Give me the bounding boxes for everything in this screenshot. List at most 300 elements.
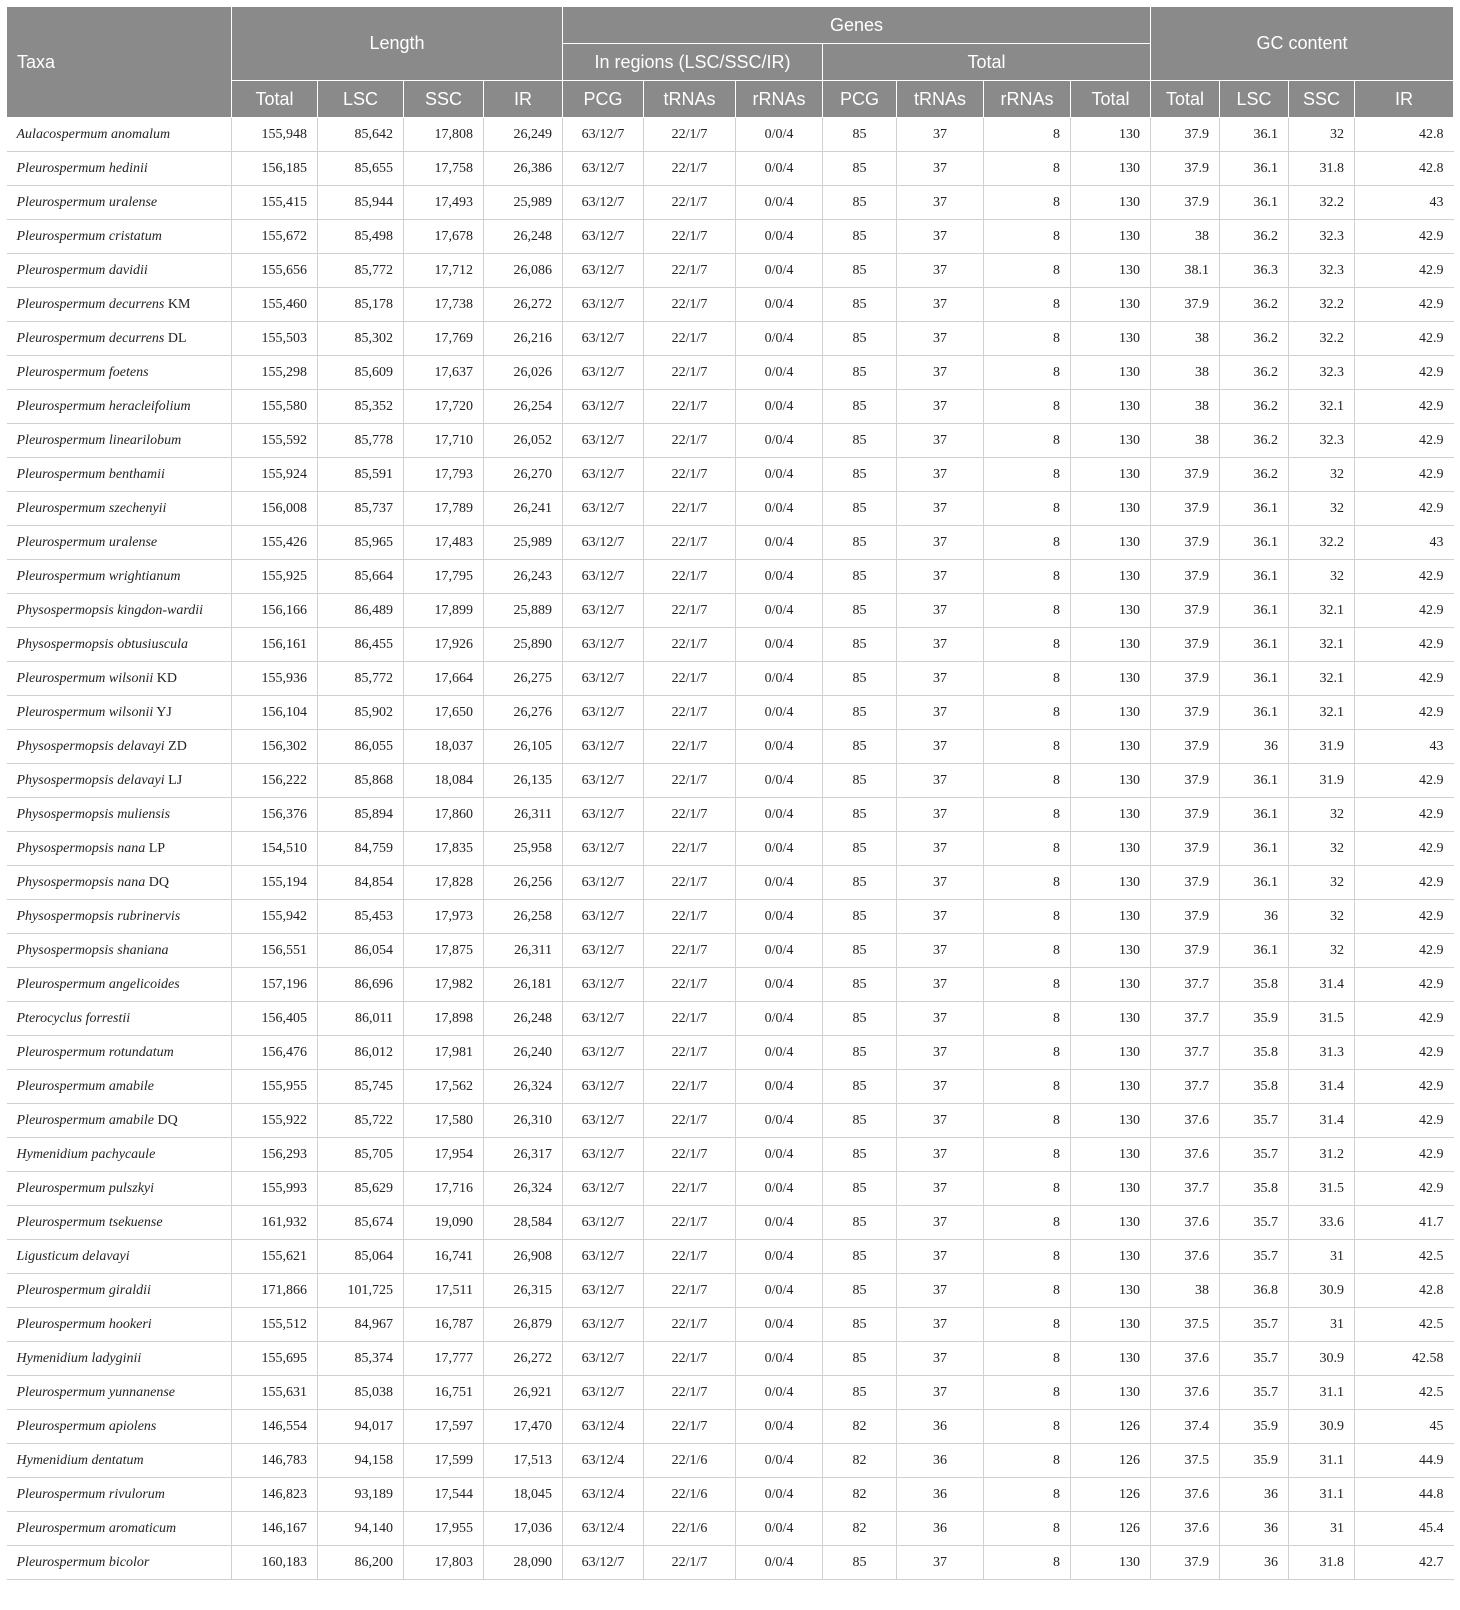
value-cell: 63/12/7	[563, 1172, 644, 1206]
table-row	[7, 1342, 1454, 1376]
taxon-name: Pleurospermum szechenyii	[16, 500, 167, 516]
value-cell: 26,317	[484, 1138, 563, 1172]
value-cell: 22/1/7	[644, 458, 736, 492]
value-cell: 130	[1071, 492, 1151, 526]
value-cell: 0/0/4	[736, 1308, 823, 1342]
value-cell: 37	[897, 764, 984, 798]
value-cell: 22/1/7	[644, 764, 736, 798]
value-cell: 130	[1071, 1342, 1151, 1376]
value-cell: 36.2	[1220, 356, 1289, 390]
value-cell: 156,185	[232, 152, 318, 186]
table-row	[7, 254, 1454, 288]
value-cell: 130	[1071, 186, 1151, 220]
value-cell: 155,460	[232, 288, 318, 322]
value-cell: 42.9	[1355, 254, 1454, 288]
value-cell: 0/0/4	[736, 1478, 823, 1512]
table-row	[7, 1410, 1454, 1444]
value-cell: 0/0/4	[736, 560, 823, 594]
value-cell: 37	[897, 934, 984, 968]
value-cell: 130	[1071, 1036, 1151, 1070]
taxon-cell	[7, 1274, 232, 1308]
taxon-name: Pleurospermum uralense	[16, 194, 158, 210]
value-cell: 38	[1151, 1274, 1220, 1308]
value-cell: 63/12/7	[563, 1274, 644, 1308]
value-cell: 26,386	[484, 152, 563, 186]
value-cell: 26,135	[484, 764, 563, 798]
value-cell: 85	[823, 1036, 897, 1070]
value-cell: 36	[897, 1512, 984, 1546]
value-cell: 93,189	[318, 1478, 404, 1512]
value-cell: 22/1/7	[644, 968, 736, 1002]
value-cell: 36.2	[1220, 390, 1289, 424]
value-cell: 86,489	[318, 594, 404, 628]
value-cell: 26,272	[484, 1342, 563, 1376]
value-cell: 8	[984, 1036, 1071, 1070]
taxon-cell	[7, 594, 232, 628]
value-cell: 63/12/7	[563, 934, 644, 968]
value-cell: 22/1/7	[644, 730, 736, 764]
value-cell: 63/12/7	[563, 832, 644, 866]
value-cell: 38	[1151, 356, 1220, 390]
value-cell: 8	[984, 254, 1071, 288]
value-cell: 37	[897, 1104, 984, 1138]
value-cell: 82	[823, 1410, 897, 1444]
value-cell: 22/1/7	[644, 288, 736, 322]
sample-code: DQ	[148, 874, 169, 890]
sample-code: KM	[167, 296, 191, 312]
value-cell: 155,592	[232, 424, 318, 458]
value-cell: 31.1	[1289, 1478, 1355, 1512]
value-cell: 0/0/4	[736, 1036, 823, 1070]
value-cell: 0/0/4	[736, 390, 823, 424]
value-cell: 45	[1355, 1410, 1454, 1444]
value-cell: 35.8	[1220, 1036, 1289, 1070]
taxon-cell	[7, 696, 232, 730]
value-cell: 37	[897, 390, 984, 424]
value-cell: 37	[897, 526, 984, 560]
value-cell: 37	[897, 492, 984, 526]
value-cell: 8	[984, 696, 1071, 730]
value-cell: 155,993	[232, 1172, 318, 1206]
table-row	[7, 560, 1454, 594]
value-cell: 17,835	[404, 832, 484, 866]
value-cell: 8	[984, 526, 1071, 560]
value-cell: 155,942	[232, 900, 318, 934]
value-cell: 63/12/7	[563, 662, 644, 696]
value-cell: 8	[984, 492, 1071, 526]
value-cell: 36.1	[1220, 798, 1289, 832]
value-cell: 37.9	[1151, 594, 1220, 628]
value-cell: 36.1	[1220, 560, 1289, 594]
value-cell: 85	[823, 968, 897, 1002]
value-cell: 156,293	[232, 1138, 318, 1172]
taxon-name: Pleurospermum uralense	[16, 534, 158, 550]
value-cell: 126	[1071, 1478, 1151, 1512]
taxon-cell	[7, 934, 232, 968]
value-cell: 17,720	[404, 390, 484, 424]
value-cell: 8	[984, 1138, 1071, 1172]
subheader: PCG	[823, 81, 897, 118]
value-cell: 85	[823, 1002, 897, 1036]
value-cell: 22/1/7	[644, 1308, 736, 1342]
value-cell: 0/0/4	[736, 1444, 823, 1478]
value-cell: 17,712	[404, 254, 484, 288]
value-cell: 36	[1220, 900, 1289, 934]
value-cell: 37.5	[1151, 1308, 1220, 1342]
subheader: tRNAs	[644, 81, 736, 118]
value-cell: 22/1/7	[644, 1172, 736, 1206]
value-cell: 37.9	[1151, 118, 1220, 152]
value-cell: 37.7	[1151, 1070, 1220, 1104]
value-cell: 85,064	[318, 1240, 404, 1274]
value-cell: 42.9	[1355, 1104, 1454, 1138]
value-cell: 17,955	[404, 1512, 484, 1546]
value-cell: 156,222	[232, 764, 318, 798]
subheader: Total	[1151, 81, 1220, 118]
value-cell: 82	[823, 1512, 897, 1546]
value-cell: 146,823	[232, 1478, 318, 1512]
value-cell: 32.3	[1289, 254, 1355, 288]
value-cell: 35.7	[1220, 1206, 1289, 1240]
table-row	[7, 1512, 1454, 1546]
value-cell: 63/12/7	[563, 152, 644, 186]
table-row	[7, 900, 1454, 934]
sample-code: LJ	[168, 772, 183, 788]
value-cell: 16,741	[404, 1240, 484, 1274]
value-cell: 63/12/7	[563, 492, 644, 526]
value-cell: 130	[1071, 1104, 1151, 1138]
taxon-name: Aulacospermum anomalum	[16, 126, 171, 142]
value-cell: 36.1	[1220, 628, 1289, 662]
value-cell: 22/1/7	[644, 1342, 736, 1376]
taxon-name: Physospermopsis rubrinervis	[16, 908, 181, 924]
value-cell: 94,140	[318, 1512, 404, 1546]
value-cell: 36.1	[1220, 934, 1289, 968]
value-cell: 0/0/4	[736, 1410, 823, 1444]
value-cell: 37.5	[1151, 1444, 1220, 1478]
value-cell: 42.9	[1355, 390, 1454, 424]
table-row	[7, 764, 1454, 798]
value-cell: 36.1	[1220, 152, 1289, 186]
value-cell: 26,248	[484, 1002, 563, 1036]
value-cell: 42.9	[1355, 662, 1454, 696]
value-cell: 8	[984, 594, 1071, 628]
taxon-name: Physospermopsis shaniana	[16, 942, 169, 958]
value-cell: 8	[984, 798, 1071, 832]
value-cell: 37	[897, 560, 984, 594]
table-row	[7, 1240, 1454, 1274]
value-cell: 85	[823, 1172, 897, 1206]
value-cell: 85	[823, 662, 897, 696]
value-cell: 36.2	[1220, 322, 1289, 356]
value-cell: 26,248	[484, 220, 563, 254]
value-cell: 42.9	[1355, 492, 1454, 526]
taxon-name: Physospermopsis nana	[16, 874, 146, 890]
value-cell: 86,455	[318, 628, 404, 662]
value-cell: 8	[984, 1070, 1071, 1104]
table-row	[7, 934, 1454, 968]
value-cell: 37.6	[1151, 1376, 1220, 1410]
taxon-cell	[7, 798, 232, 832]
taxon-name: Physospermopsis obtusiuscula	[16, 636, 188, 652]
subheader: LSC	[318, 81, 404, 118]
value-cell: 17,982	[404, 968, 484, 1002]
value-cell: 17,036	[484, 1512, 563, 1546]
taxon-cell	[7, 730, 232, 764]
taxon-name: Ligusticum delavayi	[16, 1248, 130, 1264]
taxon-cell	[7, 1376, 232, 1410]
value-cell: 63/12/4	[563, 1410, 644, 1444]
table-row	[7, 1444, 1454, 1478]
value-cell: 17,803	[404, 1546, 484, 1580]
value-cell: 44.8	[1355, 1478, 1454, 1512]
value-cell: 26,311	[484, 798, 563, 832]
table-row	[7, 628, 1454, 662]
genome-features-table	[6, 6, 1454, 1580]
value-cell: 17,738	[404, 288, 484, 322]
value-cell: 156,476	[232, 1036, 318, 1070]
value-cell: 35.9	[1220, 1444, 1289, 1478]
value-cell: 22/1/7	[644, 1206, 736, 1240]
value-cell: 8	[984, 1206, 1071, 1240]
value-cell: 85,772	[318, 254, 404, 288]
value-cell: 17,981	[404, 1036, 484, 1070]
value-cell: 63/12/7	[563, 1376, 644, 1410]
value-cell: 130	[1071, 934, 1151, 968]
value-cell: 8	[984, 764, 1071, 798]
value-cell: 35.7	[1220, 1308, 1289, 1342]
taxon-cell	[7, 152, 232, 186]
value-cell: 32.1	[1289, 628, 1355, 662]
value-cell: 36	[1220, 1478, 1289, 1512]
value-cell: 86,055	[318, 730, 404, 764]
value-cell: 37.9	[1151, 492, 1220, 526]
taxon-name: Pleurospermum tsekuense	[16, 1214, 163, 1230]
table-row	[7, 1274, 1454, 1308]
value-cell: 8	[984, 1376, 1071, 1410]
taxon-name: Physospermopsis kingdon-wardii	[16, 602, 204, 618]
value-cell: 0/0/4	[736, 1206, 823, 1240]
value-cell: 155,672	[232, 220, 318, 254]
value-cell: 85,705	[318, 1138, 404, 1172]
value-cell: 126	[1071, 1410, 1151, 1444]
value-cell: 42.9	[1355, 968, 1454, 1002]
value-cell: 31.5	[1289, 1172, 1355, 1206]
value-cell: 37.9	[1151, 900, 1220, 934]
taxon-cell	[7, 764, 232, 798]
value-cell: 22/1/7	[644, 696, 736, 730]
value-cell: 42.9	[1355, 798, 1454, 832]
value-cell: 37	[897, 1546, 984, 1580]
value-cell: 37.6	[1151, 1512, 1220, 1546]
taxon-name: Pleurospermum wilsonii	[16, 704, 154, 720]
taxon-cell	[7, 1172, 232, 1206]
taxon-name: Pleurospermum giraldii	[16, 1282, 151, 1298]
taxon-cell	[7, 458, 232, 492]
value-cell: 8	[984, 1546, 1071, 1580]
value-cell: 8	[984, 458, 1071, 492]
value-cell: 22/1/7	[644, 254, 736, 288]
value-cell: 42.8	[1355, 152, 1454, 186]
value-cell: 22/1/7	[644, 152, 736, 186]
value-cell: 63/12/7	[563, 254, 644, 288]
value-cell: 26,105	[484, 730, 563, 764]
value-cell: 0/0/4	[736, 118, 823, 152]
subheader: SSC	[404, 81, 484, 118]
value-cell: 63/12/7	[563, 1036, 644, 1070]
value-cell: 155,194	[232, 866, 318, 900]
value-cell: 36.1	[1220, 866, 1289, 900]
value-cell: 42.7	[1355, 1546, 1454, 1580]
value-cell: 85,629	[318, 1172, 404, 1206]
value-cell: 37.6	[1151, 1342, 1220, 1376]
value-cell: 130	[1071, 288, 1151, 322]
value-cell: 32	[1289, 900, 1355, 934]
value-cell: 63/12/7	[563, 118, 644, 152]
value-cell: 26,256	[484, 866, 563, 900]
table-row	[7, 390, 1454, 424]
value-cell: 31.2	[1289, 1138, 1355, 1172]
value-cell: 8	[984, 1478, 1071, 1512]
value-cell: 0/0/4	[736, 356, 823, 390]
value-cell: 17,860	[404, 798, 484, 832]
value-cell: 37.9	[1151, 458, 1220, 492]
value-cell: 85	[823, 424, 897, 458]
value-cell: 36	[897, 1478, 984, 1512]
value-cell: 130	[1071, 322, 1151, 356]
value-cell: 26,026	[484, 356, 563, 390]
value-cell: 17,544	[404, 1478, 484, 1512]
value-cell: 63/12/7	[563, 764, 644, 798]
taxon-cell	[7, 1478, 232, 1512]
header-length: Length	[232, 7, 563, 81]
table-row	[7, 1138, 1454, 1172]
value-cell: 17,664	[404, 662, 484, 696]
value-cell: 32	[1289, 118, 1355, 152]
taxon-name: Physospermopsis muliensis	[16, 806, 171, 822]
value-cell: 42.9	[1355, 866, 1454, 900]
value-cell: 85	[823, 628, 897, 662]
value-cell: 85	[823, 934, 897, 968]
value-cell: 155,426	[232, 526, 318, 560]
value-cell: 37.9	[1151, 798, 1220, 832]
value-cell: 37	[897, 900, 984, 934]
value-cell: 36.1	[1220, 526, 1289, 560]
value-cell: 38	[1151, 220, 1220, 254]
value-cell: 28,584	[484, 1206, 563, 1240]
taxon-cell	[7, 492, 232, 526]
value-cell: 0/0/4	[736, 1172, 823, 1206]
value-cell: 22/1/7	[644, 322, 736, 356]
value-cell: 37.9	[1151, 696, 1220, 730]
taxon-name: Pleurospermum cristatum	[16, 228, 162, 244]
value-cell: 36.1	[1220, 594, 1289, 628]
value-cell: 18,045	[484, 1478, 563, 1512]
taxon-name: Pleurospermum decurrens	[16, 296, 165, 312]
value-cell: 85	[823, 1274, 897, 1308]
value-cell: 63/12/7	[563, 220, 644, 254]
value-cell: 82	[823, 1478, 897, 1512]
value-cell: 43	[1355, 186, 1454, 220]
value-cell: 35.9	[1220, 1410, 1289, 1444]
value-cell: 0/0/4	[736, 526, 823, 560]
value-cell: 41.7	[1355, 1206, 1454, 1240]
table-row	[7, 696, 1454, 730]
value-cell: 37.9	[1151, 526, 1220, 560]
value-cell: 25,889	[484, 594, 563, 628]
value-cell: 37	[897, 628, 984, 662]
taxon-name: Hymenidium pachycaule	[16, 1146, 156, 1162]
value-cell: 32	[1289, 492, 1355, 526]
value-cell: 85	[823, 186, 897, 220]
value-cell: 37	[897, 1274, 984, 1308]
value-cell: 0/0/4	[736, 628, 823, 662]
value-cell: 37	[897, 662, 984, 696]
value-cell: 63/12/7	[563, 356, 644, 390]
value-cell: 25,989	[484, 186, 563, 220]
value-cell: 32	[1289, 798, 1355, 832]
value-cell: 8	[984, 560, 1071, 594]
value-cell: 0/0/4	[736, 730, 823, 764]
value-cell: 38	[1151, 424, 1220, 458]
value-cell: 30.9	[1289, 1410, 1355, 1444]
value-cell: 42.9	[1355, 356, 1454, 390]
value-cell: 26,216	[484, 322, 563, 356]
value-cell: 8	[984, 390, 1071, 424]
value-cell: 37	[897, 356, 984, 390]
value-cell: 86,696	[318, 968, 404, 1002]
value-cell: 37	[897, 1138, 984, 1172]
value-cell: 0/0/4	[736, 1274, 823, 1308]
value-cell: 130	[1071, 1172, 1151, 1206]
value-cell: 130	[1071, 424, 1151, 458]
taxon-cell	[7, 424, 232, 458]
value-cell: 17,710	[404, 424, 484, 458]
value-cell: 37	[897, 152, 984, 186]
value-cell: 154,510	[232, 832, 318, 866]
taxon-name: Pleurospermum heracleifolium	[16, 398, 191, 414]
value-cell: 85	[823, 594, 897, 628]
value-cell: 85	[823, 1070, 897, 1104]
value-cell: 26,311	[484, 934, 563, 968]
value-cell: 130	[1071, 696, 1151, 730]
value-cell: 17,513	[484, 1444, 563, 1478]
value-cell: 84,967	[318, 1308, 404, 1342]
value-cell: 22/1/7	[644, 866, 736, 900]
value-cell: 26,879	[484, 1308, 563, 1342]
value-cell: 156,551	[232, 934, 318, 968]
value-cell: 130	[1071, 356, 1151, 390]
value-cell: 130	[1071, 390, 1151, 424]
taxon-cell	[7, 322, 232, 356]
value-cell: 42.5	[1355, 1240, 1454, 1274]
value-cell: 32.1	[1289, 594, 1355, 628]
value-cell: 37.7	[1151, 968, 1220, 1002]
value-cell: 17,597	[404, 1410, 484, 1444]
value-cell: 31.4	[1289, 1070, 1355, 1104]
value-cell: 22/1/7	[644, 186, 736, 220]
value-cell: 22/1/7	[644, 1240, 736, 1274]
subheader: IR	[1355, 81, 1454, 118]
value-cell: 155,580	[232, 390, 318, 424]
value-cell: 85	[823, 492, 897, 526]
value-cell: 85,894	[318, 798, 404, 832]
value-cell: 32.3	[1289, 424, 1355, 458]
value-cell: 85,038	[318, 1376, 404, 1410]
value-cell: 42.8	[1355, 1274, 1454, 1308]
value-cell: 36.1	[1220, 832, 1289, 866]
taxon-cell	[7, 1546, 232, 1580]
